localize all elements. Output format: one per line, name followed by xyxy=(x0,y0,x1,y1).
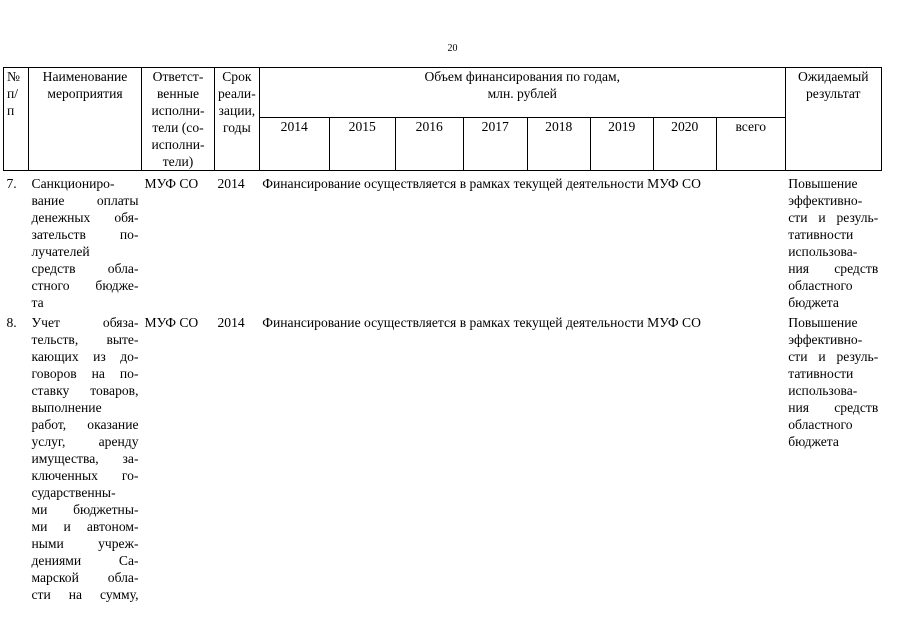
col-term-header: Срок реали- зации, годы xyxy=(215,68,260,171)
table-row xyxy=(4,171,882,312)
activity-name: Санкциониро- вание оплаты денежных обя- зательств по- лучателей средств обла- стного бюдже- та xyxy=(31,176,139,310)
financing-table xyxy=(3,67,882,603)
col-result-header: Ожидаемый результат xyxy=(785,68,881,171)
header-row xyxy=(4,68,882,118)
term-cell: 2014 xyxy=(217,315,245,330)
year-2015-header: 2015 xyxy=(329,118,395,171)
col-name-header: Наименование мероприятия xyxy=(29,68,142,171)
year-2018-header: 2018 xyxy=(527,118,590,171)
year-2014-header: 2014 xyxy=(259,118,329,171)
table-row xyxy=(4,311,882,603)
page-number: 20 xyxy=(447,43,458,54)
financing-note: Финансирование осуществляется в рамках текущей деятельности МУФ СО xyxy=(262,315,701,330)
year-2016-header: 2016 xyxy=(395,118,463,171)
col-responsible-header: Ответст- венные исполни- тели (со- исполни- тели) xyxy=(142,68,215,171)
financing-note: Финансирование осуществляется в рамках текущей деятельности МУФ СО xyxy=(262,176,701,191)
activity-name: Учет обяза- тельств, выте- кающих из до- говоров на по- ставку товаров, выполнение работ, оказание услуг, аренду имущества, за- ключенных го- сударственны- ми бюджетны- ми и автоном- ными учреж- дениями Са- марской обла- сти на сумму, xyxy=(31,315,139,602)
total-header: всего xyxy=(716,118,785,171)
expected-result: Повышение эффективно- сти и резуль- тативности использова- ния средств областного бюджета xyxy=(788,315,879,449)
responsible-cell: МУФ СО xyxy=(144,176,199,191)
row-number: 8. xyxy=(6,315,17,330)
year-2019-header: 2019 xyxy=(590,118,653,171)
year-2017-header: 2017 xyxy=(463,118,527,171)
row-number: 7. xyxy=(6,176,17,191)
term-cell: 2014 xyxy=(217,176,245,191)
year-2020-header: 2020 xyxy=(653,118,716,171)
responsible-cell: МУФ СО xyxy=(144,315,199,330)
col-financing-header: Объем финансирования по годам, млн. рублей xyxy=(259,68,785,118)
expected-result: Повышение эффективно- сти и резуль- тативности использова- ния средств областного бюджета xyxy=(788,176,879,310)
col-num-header: № п/п xyxy=(4,68,29,171)
